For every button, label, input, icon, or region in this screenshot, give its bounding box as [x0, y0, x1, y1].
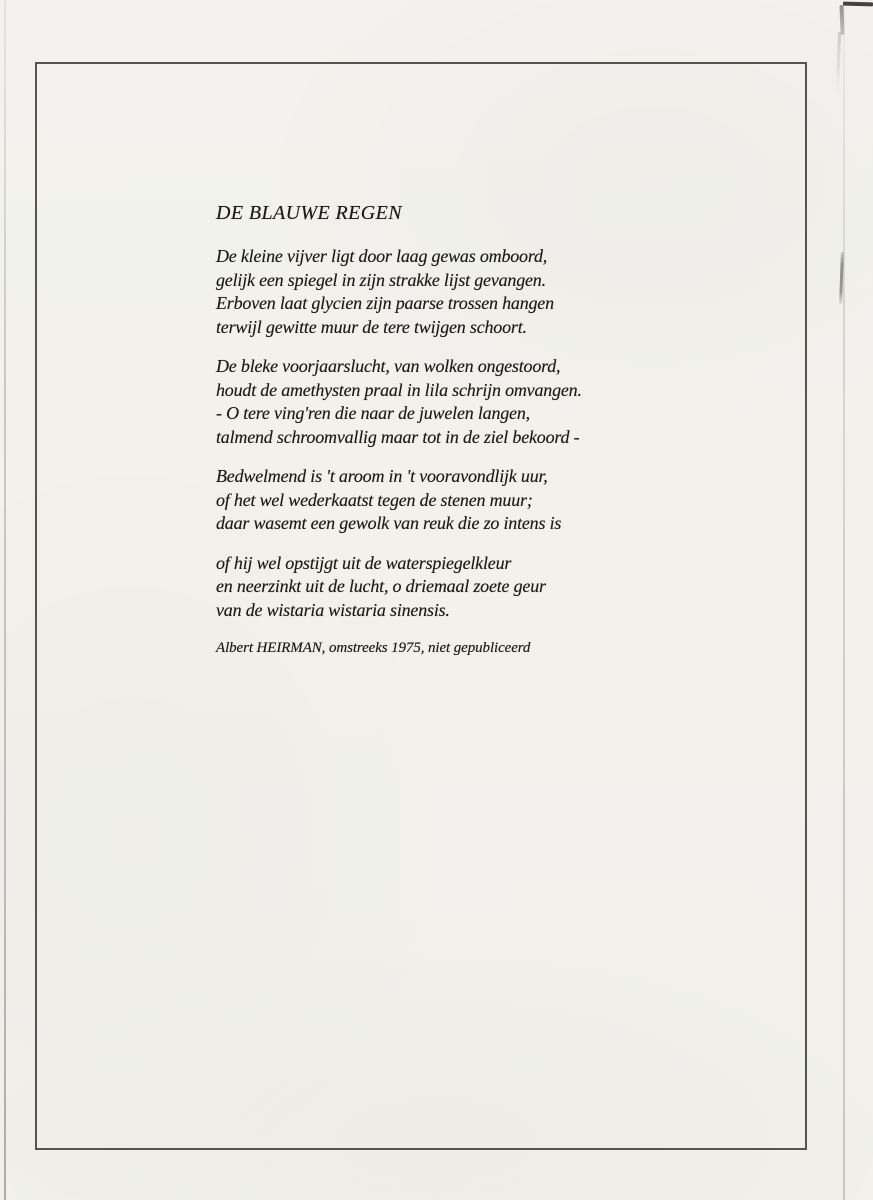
paper-edge-left	[4, 0, 6, 1200]
poem-line: en neerzinkt uit de lucht, o driemaal zoete geur	[216, 576, 546, 596]
paper-edge-right	[843, 0, 845, 1200]
poem-line: - O tere ving'ren die naar de juwelen langen,	[216, 403, 530, 423]
scan-corner-artifact	[836, 32, 841, 94]
poem-line: daar wasemt een gewolk van reuk die zo intens is	[216, 513, 562, 533]
poem-line: Erboven laat glycien zijn paarse trossen hangen	[216, 293, 554, 313]
poem-line: De kleine vijver ligt door laag gewas omboord,	[216, 246, 548, 266]
poem-stanza	[216, 552, 696, 623]
poem-stanza	[216, 245, 696, 339]
poem-stanza	[216, 355, 696, 449]
poem-line: terwijl gewitte muur de tere twijgen schoort.	[216, 316, 527, 337]
poem-attribution: Albert HEIRMAN, omstreeks 1975, niet gepubliceerd	[216, 640, 531, 656]
poem-line: houdt de amethysten praal in lila schrijn omvangen.	[216, 379, 582, 400]
poem-line: van de wistaria wistaria sinensis.	[216, 599, 450, 620]
poem-line: of het wel wederkaatst tegen de stenen muur;	[216, 489, 533, 510]
poem-stanza	[216, 465, 696, 536]
poem-line: of hij wel opstijgt uit de waterspiegelkleur	[216, 552, 512, 573]
poem-line: gelijk een spiegel in zijn strakke lijst gevangen.	[216, 269, 546, 290]
poem-title: DE BLAUWE REGEN	[216, 202, 402, 224]
poem-line: Bedwelmend is 't aroom in 't vooravondlijk uur,	[216, 466, 548, 486]
poem-line: De bleke voorjaarslucht, van wolken ongestoord,	[216, 356, 561, 376]
poem-line: talmend schroomvallig maar tot in de ziel bekoord -	[216, 426, 580, 447]
poem-content	[216, 201, 696, 657]
scan-corner-artifact	[843, 2, 873, 7]
